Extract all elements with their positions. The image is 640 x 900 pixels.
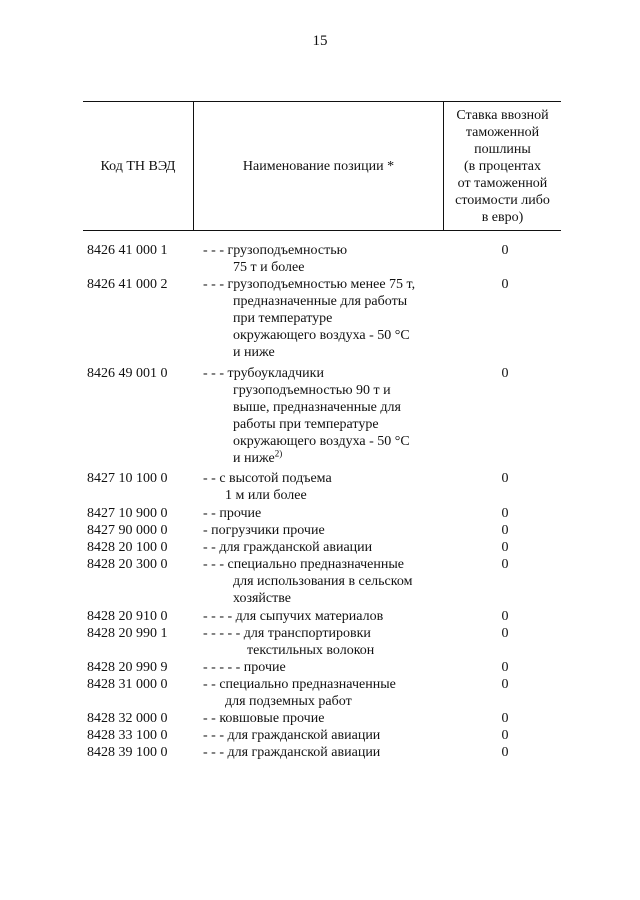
row-code: 8426 41 000 2 — [87, 277, 168, 292]
row-description: - - ковшовые прочие — [203, 711, 325, 726]
row-rate: 0 — [501, 728, 509, 743]
header-rate — [444, 102, 561, 230]
table-row — [0, 744, 640, 761]
table-row — [0, 276, 640, 365]
table-row — [0, 625, 640, 659]
row-code: 8428 20 990 1 — [87, 626, 168, 641]
row-code: 8427 10 900 0 — [87, 506, 168, 521]
row-code: 8428 33 100 0 — [87, 728, 168, 743]
row-code: 8428 20 990 9 — [87, 660, 168, 675]
row-description: - - - - для сыпучих материалов — [203, 609, 384, 624]
row-description: - - специально предназначенные для подземных работ — [203, 677, 396, 709]
row-description: - - - - - для транспортировки текстильных волокон — [203, 626, 375, 658]
row-code: 8428 20 100 0 — [87, 540, 168, 555]
row-description: - погрузчики прочие — [203, 523, 325, 538]
row-rate: 0 — [501, 506, 509, 521]
header-name-label: Наименование позиции * — [242, 158, 395, 174]
row-rate: 0 — [501, 277, 509, 292]
row-description: - - прочие — [203, 506, 262, 521]
row-rate: 0 — [501, 711, 509, 726]
row-rate: 0 — [501, 626, 509, 641]
header-code — [83, 102, 193, 230]
header-code-label: Код ТН ВЭД — [100, 158, 176, 174]
row-description: - - для гражданской авиации — [203, 540, 373, 555]
table-header — [83, 101, 561, 231]
row-rate: 0 — [501, 471, 509, 486]
row-code: 8427 90 000 0 — [87, 523, 168, 538]
table-row — [0, 242, 640, 276]
row-rate: 0 — [501, 609, 509, 624]
row-rate: 0 — [501, 677, 509, 692]
table-row — [0, 710, 640, 727]
row-code: 8428 20 300 0 — [87, 557, 168, 572]
row-description: - - - грузоподъемностью 75 т и более — [203, 243, 348, 275]
row-code: 8428 39 100 0 — [87, 745, 168, 760]
table-row — [0, 505, 640, 522]
table-row — [0, 556, 640, 608]
table-row — [0, 676, 640, 710]
header-name — [194, 102, 443, 230]
table-row — [0, 608, 640, 625]
table-body — [0, 242, 640, 761]
row-description: - - с высотой подъема 1 м или более — [203, 471, 332, 503]
table-row — [0, 727, 640, 744]
row-description: - - - - - прочие — [203, 660, 286, 675]
row-rate: 0 — [501, 557, 509, 572]
row-code: 8426 41 000 1 — [87, 243, 168, 258]
row-code: 8428 32 000 0 — [87, 711, 168, 726]
row-description: - - - грузоподъемностью менее 75 т, предназначенные для работы при температуре окружающего воздуха - 50 °С и ниже — [203, 277, 416, 360]
row-code: 8427 10 100 0 — [87, 471, 168, 486]
row-rate: 0 — [501, 523, 509, 538]
row-rate: 0 — [501, 540, 509, 555]
table-row — [0, 522, 640, 539]
page-number: 15 — [312, 33, 328, 49]
table-row — [0, 470, 640, 505]
table-row — [0, 365, 640, 470]
row-rate: 0 — [501, 366, 509, 381]
row-code: 8428 20 910 0 — [87, 609, 168, 624]
row-description: - - - для гражданской авиации — [203, 728, 381, 743]
row-description: - - - для гражданской авиации — [203, 745, 381, 760]
row-rate: 0 — [501, 660, 509, 675]
row-rate: 0 — [501, 243, 509, 258]
table-row — [0, 539, 640, 556]
row-rate: 0 — [501, 745, 509, 760]
table-row — [0, 659, 640, 676]
footnote-marker: 2) — [274, 448, 283, 459]
header-rate-label: Ставка ввозной таможенной пошлины (в процентах от таможенной стоимости либо в евро) — [455, 107, 550, 225]
row-description: - - - специально предназначенные для использования в сельском хозяйстве — [203, 557, 413, 606]
row-code: 8428 31 000 0 — [87, 677, 168, 692]
row-description: - - - трубоукладчики грузоподъемностью 90 т и выше, предназначенные для работы при температуре окружающего воздуха - 50 °С и ниже$^{2)}$ — [203, 366, 410, 466]
row-code: 8426 49 001 0 — [87, 366, 168, 381]
